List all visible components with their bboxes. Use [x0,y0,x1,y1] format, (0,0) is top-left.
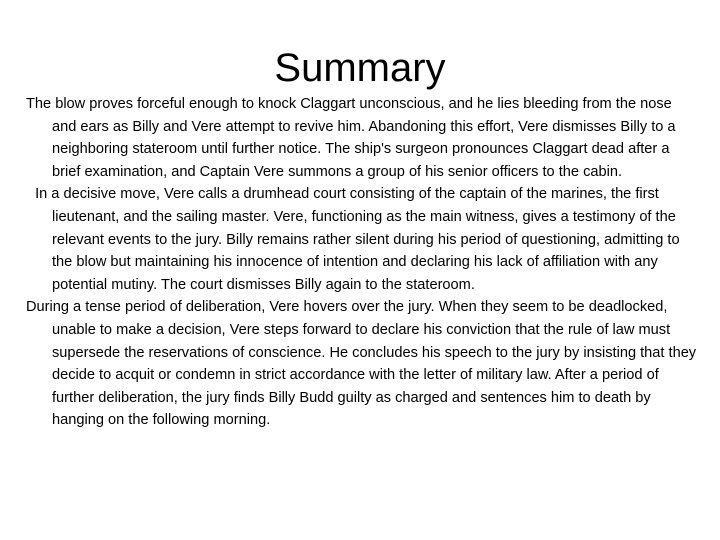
summary-paragraph-2 [26,183,698,296]
summary-paragraph-2-text: In a decisive move, Vere calls a drumhead court consisting of the captain of the marines, the first lieutenant, and the sailing master. Vere, functioning as the main witness, gives a testimony of the relevant events to the jury. Billy remains rather silent during his period of questioning, admitting to the blow but maintaining his innocence of intention and declaring his lack of affiliation with any potential mutiny. The court dismisses Billy again to the stateroom. [35,186,680,293]
slide-title: Summary [274,46,446,90]
summary-paragraph-3: During a tense period of deliberation, Vere hovers over the jury. When they seem to be deadlocked, unable to make a decision, Vere steps forward to declare his conviction that the rule of law must supersede the reservations of conscience. He concludes his speech to the jury by insisting that they decide to acquit or condemn in strict accordance with the letter of military law. After a period of further deliberation, the jury finds Billy Budd guilty as charged and sentences him to death by hanging on the following morning. [26,299,697,429]
summary-paragraph-1: The blow proves forceful enough to knock Claggart unconscious, and he lies bleeding from the nose and ears as Billy and Vere attempt to revive him. Abandoning this effort, Vere dismisses Billy to a neighboring stateroom until further notice. The ship's surgeon pronounces Claggart dead after a brief examination, and Captain Vere summons a group of his senior officers to the cabin. [26,96,676,180]
slide-body [26,93,698,432]
